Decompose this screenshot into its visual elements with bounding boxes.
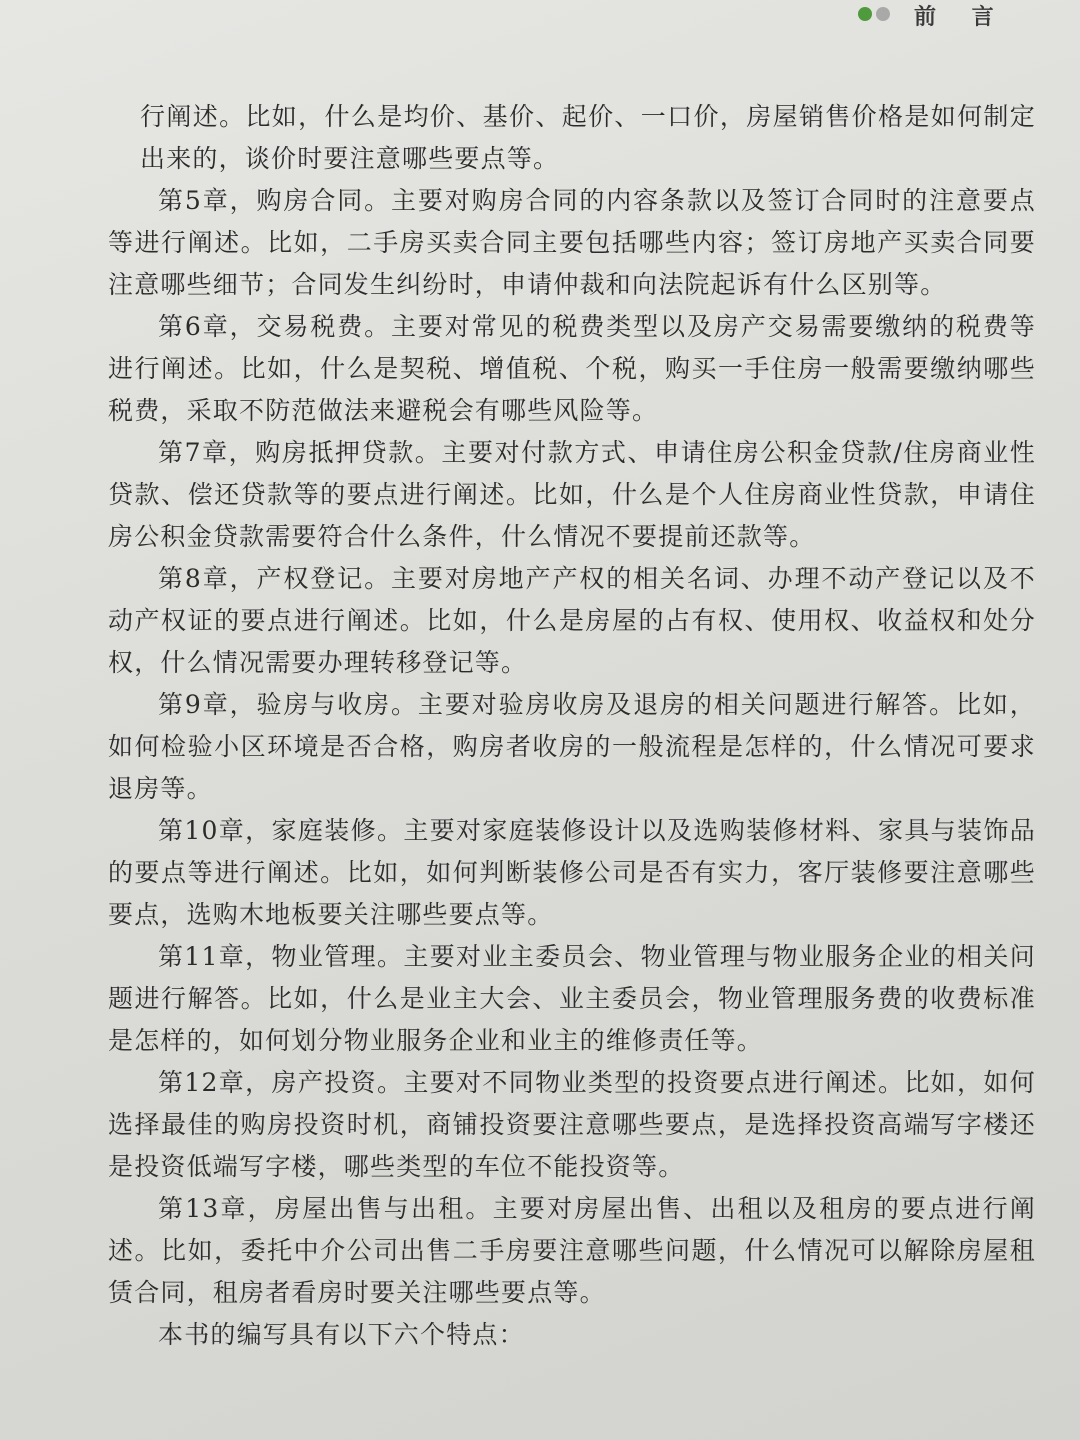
paragraph-chapter-13: 第13章，房屋出售与出租。主要对房屋出售、出租以及租房的要点进行阐述。比如，委托中介公司出售二手房要注意哪些问题，什么情况可以解除房屋租赁合同，租房者看房时要关注哪些要点等。	[108, 1194, 1036, 1307]
paragraph-chapter-6: 第6章，交易税费。主要对常见的税费类型以及房产交易需要缴纳的税费等进行阐述。比如，什么是契税、增值税、个税，购买一手住房一般需要缴纳哪些税费，采取不防范做法来避税会有哪些风险等。	[108, 312, 1036, 425]
paragraph-chapter-12: 第12章，房产投资。主要对不同物业类型的投资要点进行阐述。比如，如何选择最佳的购房投资时机，商铺投资要注意哪些要点，是选择投资高端写字楼还是投资低端写字楼，哪些类型的车位不能投资等。	[108, 1068, 1036, 1181]
page-header	[0, 0, 1080, 32]
paragraph-chapter-9: 第9章，验房与收房。主要对验房收房及退房的相关问题进行解答。比如，如何检验小区环境是否合格，购房者收房的一般流程是怎样的，什么情况可要求退房等。	[108, 690, 1036, 803]
paragraph-features-intro: 本书的编写具有以下六个特点：	[158, 1320, 525, 1349]
section-title: 前 言	[914, 4, 1008, 30]
gray-dot-icon	[876, 7, 890, 21]
paragraph-intro-continuation: 行阐述。比如，什么是均价、基价、起价、一口价，房屋销售价格是如何制定出来的，谈价时要注意哪些要点等。	[140, 102, 1036, 173]
paragraph-chapter-8: 第8章，产权登记。主要对房地产产权的相关名词、办理不动产登记以及不动产权证的要点进行阐述。比如，什么是房屋的占有权、使用权、收益权和处分权，什么情况需要办理转移登记等。	[108, 564, 1036, 677]
header-dots	[858, 7, 890, 21]
paragraph-chapter-5: 第5章，购房合同。主要对购房合同的内容条款以及签订合同时的注意要点等进行阐述。比如，二手房买卖合同主要包括哪些内容；签订房地产买卖合同要注意哪些细节；合同发生纠纷时，申请仲裁和向法院起诉有什么区别等。	[108, 186, 1036, 299]
paragraph-chapter-10: 第10章，家庭装修。主要对家庭装修设计以及选购装修材料、家具与装饰品的要点等进行阐述。比如，如何判断装修公司是否有实力，客厅装修要注意哪些要点，选购木地板要关注哪些要点等。	[108, 816, 1036, 929]
paragraph-chapter-11: 第11章，物业管理。主要对业主委员会、物业管理与物业服务企业的相关问题进行解答。比如，什么是业主大会、业主委员会，物业管理服务费的收费标准是怎样的，如何划分物业服务企业和业主的维修责任等。	[108, 942, 1036, 1055]
green-dot-icon	[858, 7, 872, 21]
paragraph-chapter-7: 第7章，购房抵押贷款。主要对付款方式、申请住房公积金贷款/住房商业性贷款、偿还贷款等的要点进行阐述。比如，什么是个人住房商业性贷款，申请住房公积金贷款需要符合什么条件，什么情况不要提前还款等。	[108, 438, 1036, 551]
body-text	[108, 96, 1036, 1356]
